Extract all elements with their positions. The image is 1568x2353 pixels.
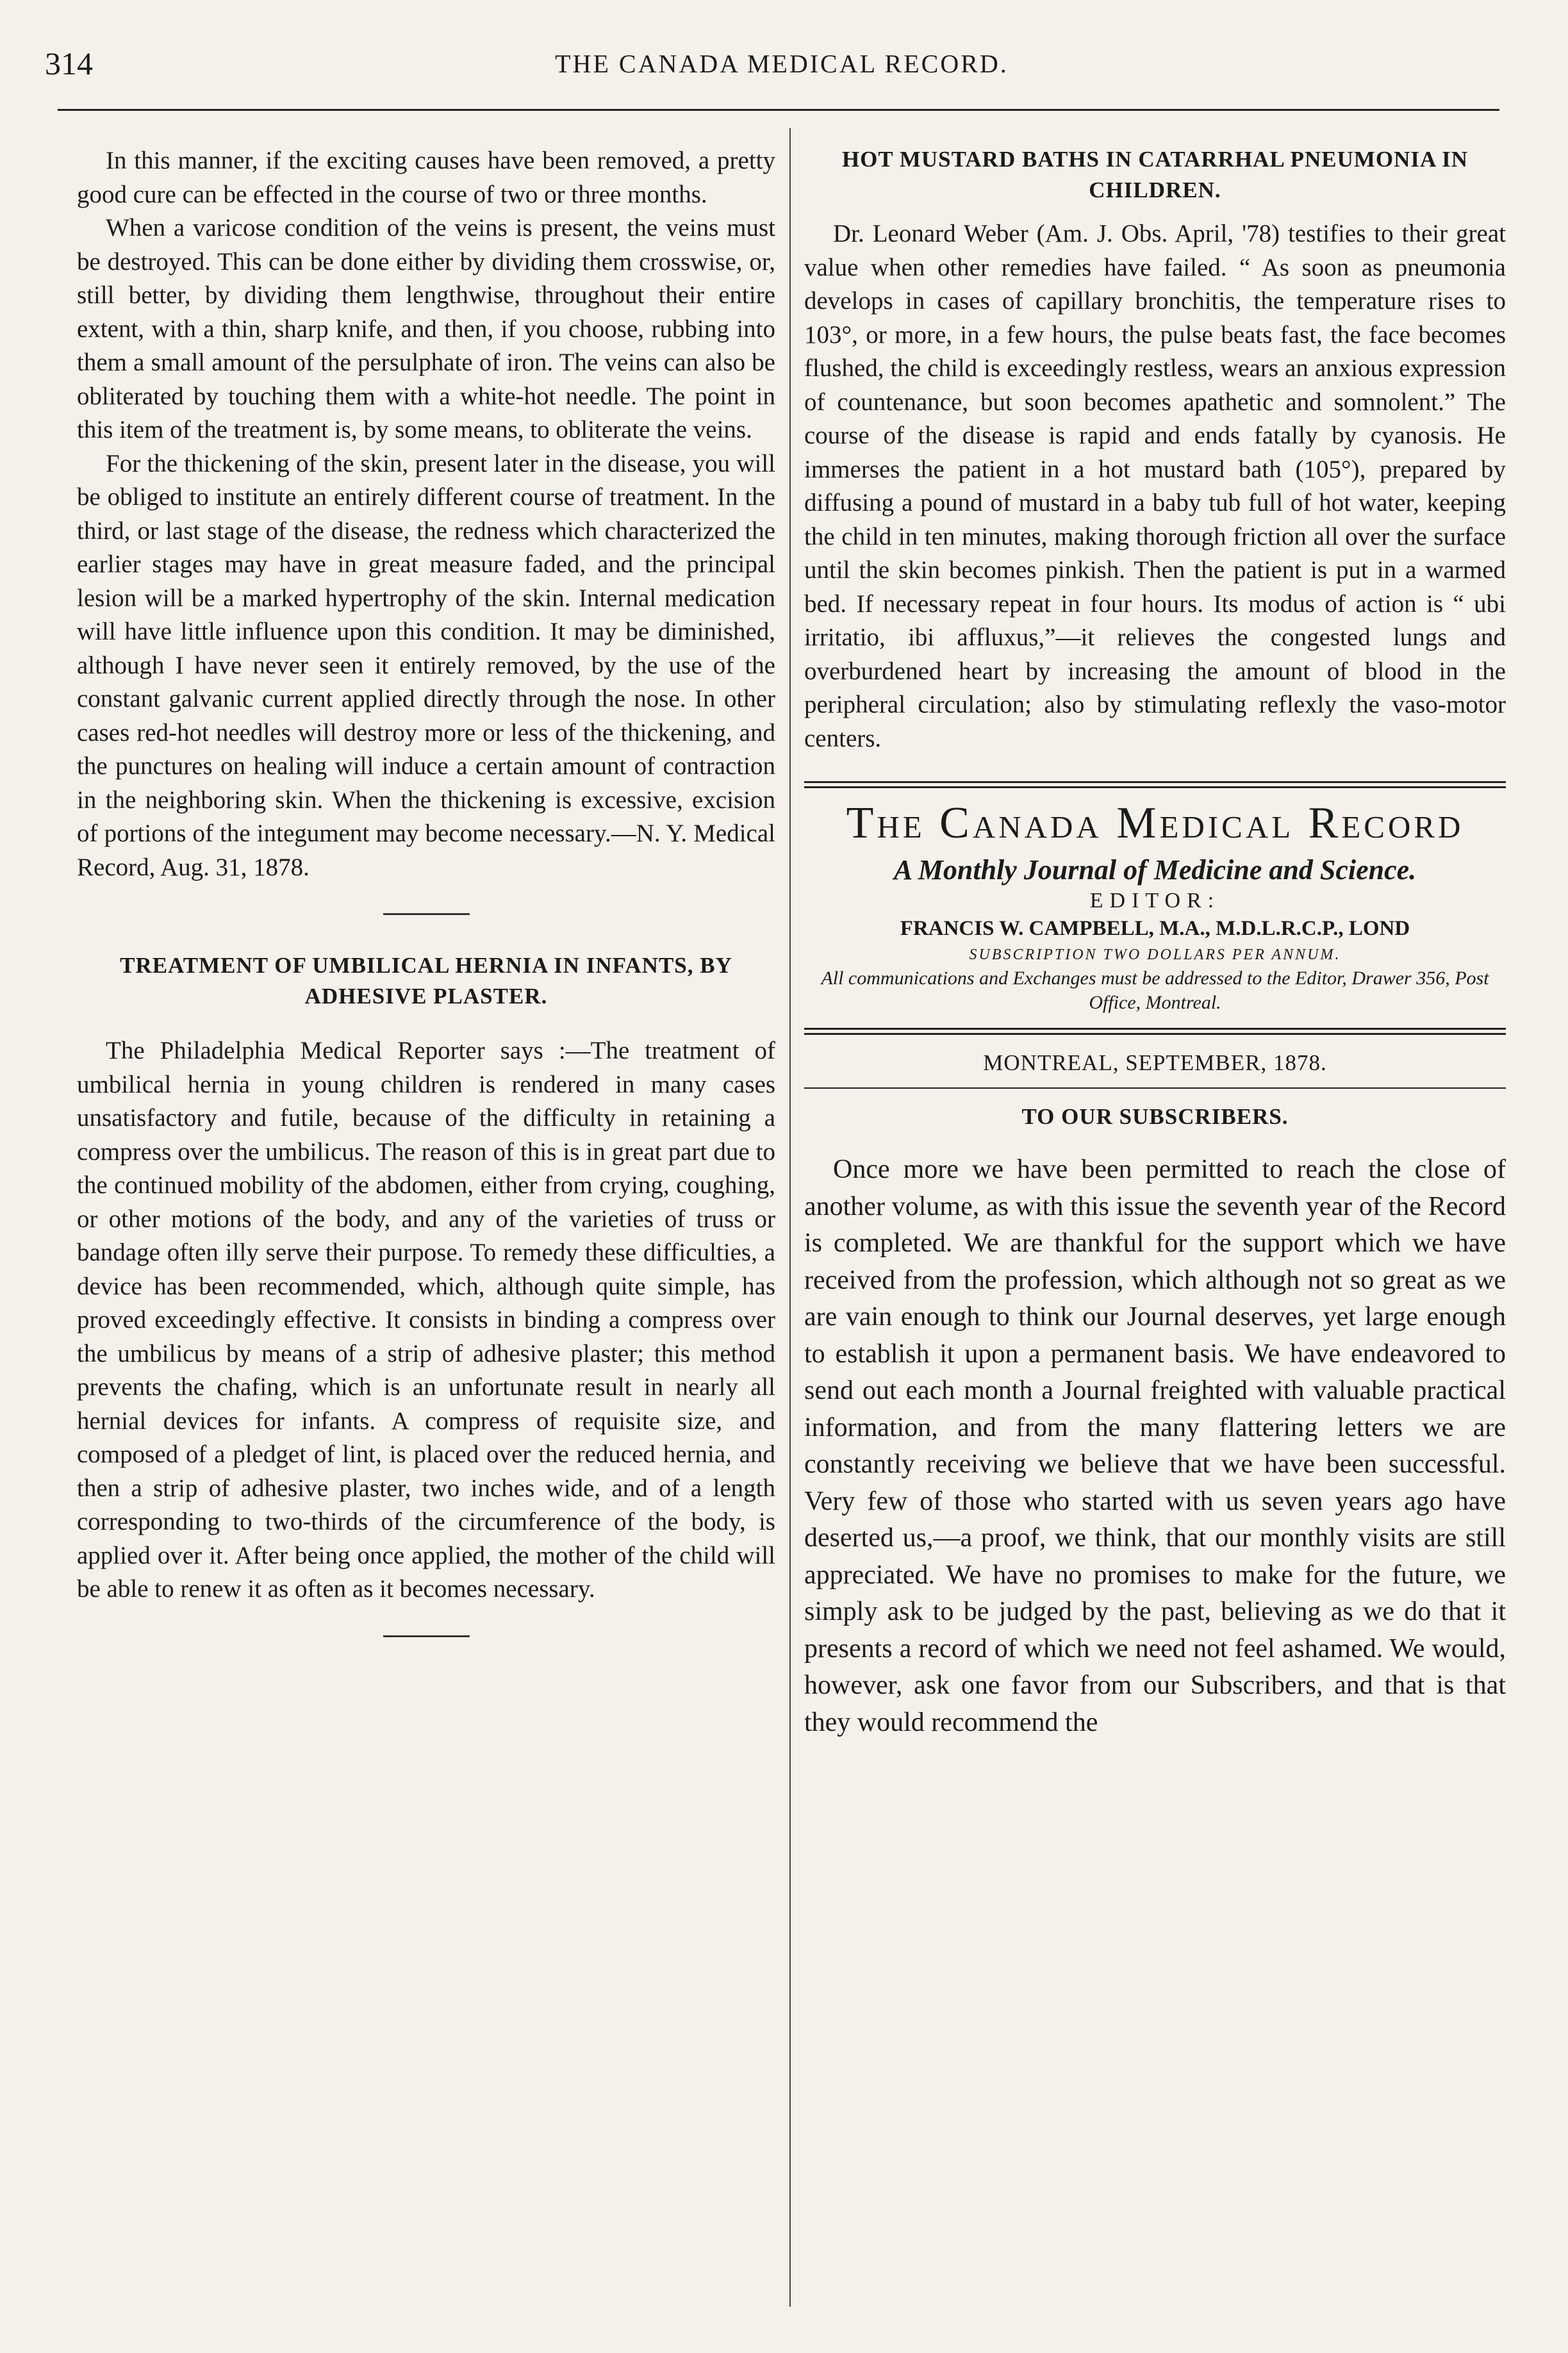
masthead-rule-top	[804, 781, 1506, 788]
header-rule	[58, 109, 1499, 111]
section-rule-bottom	[383, 1635, 470, 1637]
paragraph-varicose-intro: In this manner, if the exciting causes have been removed, a pretty good cure can be effected in the course of two or three months.	[77, 147, 775, 208]
paragraph-thickening: For the thickening of the skin, present later in the disease, you will be obliged to institute an entirely different course of treatment. In the third, or last stage of the disease, the redness which characterized the earlier stages may have in great measure faded, and the principal lesion will be a marked hypertrophy of the skin. Internal medication will have little influence upon this condition. It may be diminished, although I have never seen it entirely removed, by the use of the constant galvanic current applied directly through the nose. In other cases red-hot needles will destroy more or less of the thickening, and the punctures on healing will induce a certain amount of contraction in the neighboring skin. When the thickening is excessive, excision of portions of the integument may become necessary.—N. Y. Medical Record, Aug. 31, 1878.	[77, 449, 775, 881]
page-number: 314	[45, 45, 93, 81]
editorial-heading: TO OUR SUBSCRIBERS.	[1021, 1104, 1289, 1129]
dateline: MONTREAL, SEPTEMBER, 1878.	[983, 1050, 1327, 1075]
mustard-article-heading: HOT MUSTARD BATHS IN CATARRHAL PNEUMONIA IN CHILDREN.	[841, 147, 1469, 202]
paragraph-varicose-veins: When a varicose condition of the veins is present, the veins must be destroyed. This can be done either by dividing them crosswise, or, still better, by dividing them lengthwise, throughout their entire extent, with a thin, sharp knife, and then, if you choose, rubbing into them a small amount of the persulphate of iron. The veins can also be obliterated by touching them with a white-hot needle. The point in this item of the treatment is, by some means, to obliterate the veins.	[77, 214, 775, 443]
masthead-editor-name: FRANCIS W. CAMPBELL, M.A., M.D.L.R.C.P., LOND	[900, 917, 1410, 940]
right-column	[804, 144, 1506, 1741]
masthead-editor-label: EDITOR:	[1089, 889, 1221, 912]
masthead-title: The Canada Medical Record	[846, 798, 1464, 848]
masthead-subscription: SUBSCRIPTION TWO DOLLARS PER ANNUM.	[969, 946, 1341, 963]
running-title: THE CANADA MEDICAL RECORD.	[555, 49, 1009, 78]
page-header	[45, 45, 1519, 96]
masthead-subtitle: A Monthly Journal of Medicine and Science.	[893, 854, 1417, 886]
hernia-article-heading: TREATMENT OF UMBILICAL HERNIA IN INFANTS, BY ADHESIVE PLASTER.	[120, 953, 732, 1009]
editorial-body: Once more we have been permitted to reach the close of another volume, as with this issue the seventh year of the Record is completed. We are thankful for the support which we have received from the profession, which although not so great as we are vain enough to think our Journal deserves, yet large enough to establish it upon a permanent basis. We have endeavored to send out each month a Journal freighted with valuable practical information, and from the many flattering letters we are constantly receiving we believe that we have been successful. Very few of those who started with us seven years ago have deserted us,—a proof, we think, that our monthly visits are still appreciated. We have no promises to make for the future, we simply ask to be judged by the past, believing as we do that it presents a record of which we need not feel ashamed. We would, however, ask one favor from our Subscribers, and that is that they would recommend the	[804, 1155, 1506, 1737]
left-column	[77, 144, 775, 1637]
hernia-article-body: The Philadelphia Medical Reporter says :—The treatment of umbilical hernia in young children is rendered in many cases unsatisfactory and futile, because of the difficulty in retaining a compress over the umbilicus. The reason of this is in great part due to the continued mobility of the abdomen, either from crying, coughing, or other motions of the body, and any of the varieties of truss or bandage often illy serve their purpose. To remedy these difficulties, a device has been recommended, which, although quite simple, has proved exceedingly effective. It consists in binding a compress over the umbilicus by means of a strip of adhesive plaster; this method prevents the chafing, which is an unfortunate result in nearly all hernial devices for infants. A compress of requisite size, and composed of a pledget of lint, is placed over the reduced hernia, and then a strip of adhesive plaster, two inches wide, and of a length corresponding to two-thirds of the circumference of the body, is applied over it. After being once applied, the mother of the child will be able to renew it as often as it becomes necessary.	[77, 1037, 775, 1603]
column-divider	[789, 128, 791, 2307]
mustard-article-body: Dr. Leonard Weber (Am. J. Obs. April, '78) testifies to their great value when other remedies have failed. “ As soon as pneumonia develops in cases of capillary bronchitis, the temperature rises to 103°, or more, in a few hours, the pulse beats fast, the face becomes flushed, the child is exceedingly restless, wears an anxious expression of countenance, but soon becomes apathetic and somnolent.” The course of the disease is rapid and ends fatally by cyanosis. He immerses the patient in a hot mustard bath (105°), prepared by diffusing a pound of mustard in a baby tub full of hot water, keeping the child in ten minutes, making thorough friction all over the surface until the skin becomes pinkish. Then the patient is put in a warmed bed. If necessary repeat in four hours. Its modus of action is “ ubi irritatio, ibi affluxus,”—it relieves the congested lungs and overburdened heart by increasing the amount of blood in the peripheral circulation; also by stimulating reflexly the vaso-motor centers.	[804, 220, 1506, 752]
masthead-rule-bottom	[804, 1028, 1506, 1035]
masthead-note: All communications and Exchanges must be addressed to the Editor, Drawer 356, Post Office, Montreal.	[821, 968, 1489, 1013]
